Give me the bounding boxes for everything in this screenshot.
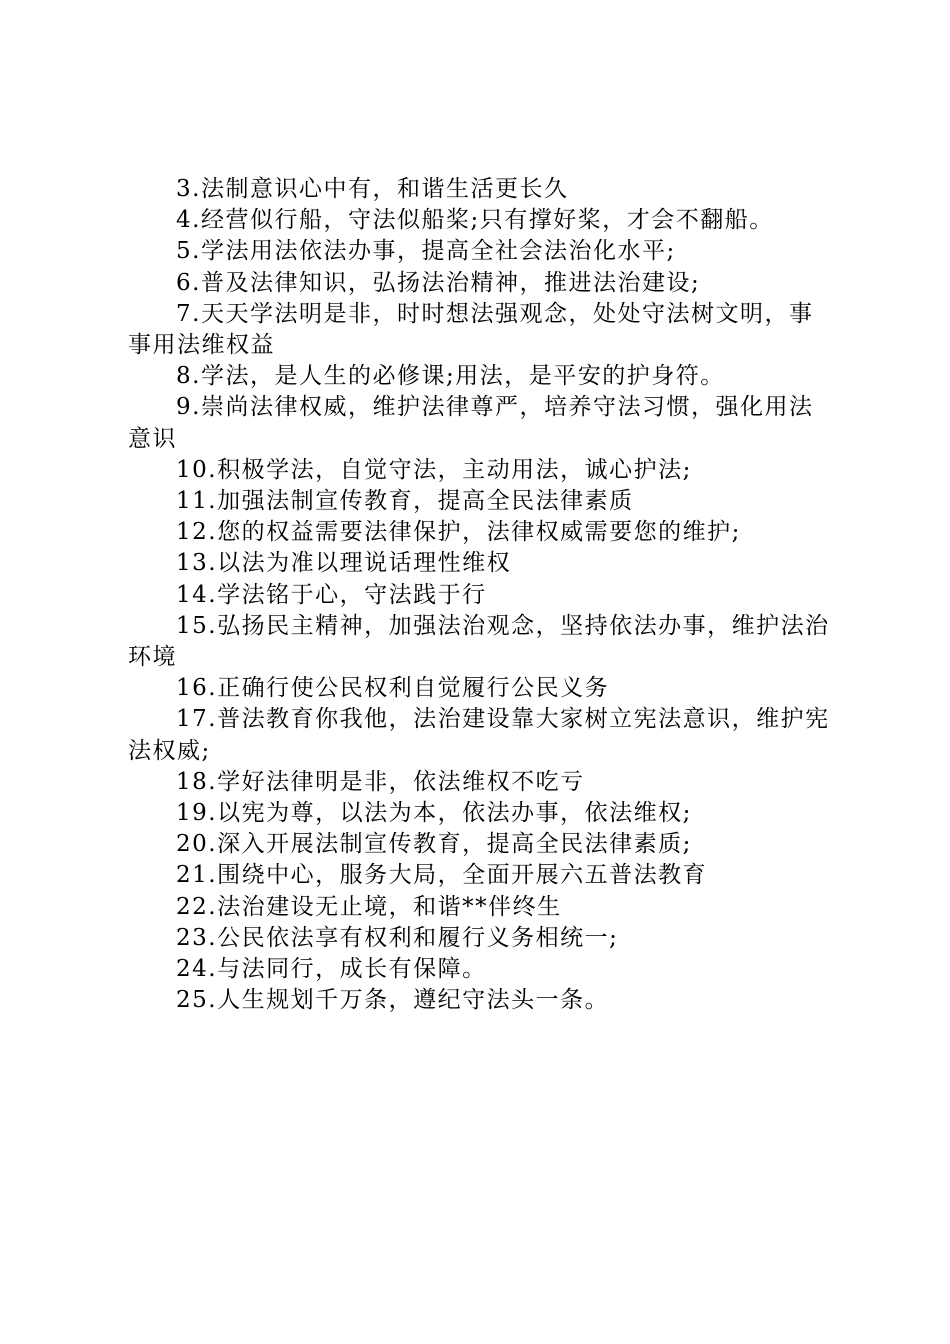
slogan-item: 20.深入开展法制宣传教育，提高全民法律素质; — [176, 831, 692, 858]
slogan-item: 13.以法为准以理说话理性维权 — [176, 550, 512, 577]
slogan-item: 21.围绕中心，服务大局，全面开展六五普法教育 — [176, 862, 708, 889]
document-body — [128, 174, 836, 1016]
slogan-item: 23.公民依法享有权利和履行义务相统一; — [176, 924, 619, 951]
slogan-item: 24.与法同行，成长有保障。 — [176, 956, 487, 983]
slogan-item: 6.普及法律知识，弘扬法治精神，推进法治建设; — [176, 269, 701, 296]
slogan-item: 25.人生规划千万条，遵纪守法头一条。 — [176, 987, 610, 1014]
slogan-item: 15.弘扬民主精神，加强法治观念，坚持依法办事，维护法治环境 — [128, 612, 830, 671]
slogan-item: 17.普法教育你我他，法治建设靠大家树立宪法意识，维护宪法权威; — [128, 706, 830, 764]
slogan-item: 22.法治建设无止境，和谐**伴终生 — [176, 893, 562, 920]
slogan-item: 11.加强法制宣传教育，提高全民法律素质 — [176, 488, 634, 515]
slogan-item: 4.经营似行船，守法似船桨;只有撑好桨，才会不翻船。 — [176, 207, 774, 234]
slogan-item: 14.学法铭于心，守法践于行 — [176, 581, 487, 608]
slogan-item: 16.正确行使公民权利自觉履行公民义务 — [176, 675, 610, 702]
slogan-item: 5.学法用法依法办事，提高全社会法治化水平; — [176, 238, 676, 265]
slogan-item: 7.天天学法明是非，时时想法强观念，处处守法树文明，事事用法维权益 — [128, 300, 814, 359]
slogan-item: 18.学好法律明是非，依法维权不吃亏 — [176, 768, 585, 795]
slogan-item: 8.学法，是人生的必修课;用法，是平安的护身符。 — [176, 363, 725, 390]
slogan-item: 12.您的权益需要法律保护，法律权威需要您的维护; — [176, 519, 741, 546]
slogan-item: 19.以宪为尊，以法为本，依法办事，依法维权; — [176, 800, 692, 827]
slogan-item: 3.法制意识心中有，和谐生活更长久 — [176, 176, 569, 202]
slogan-item: 10.积极学法，自觉守法，主动用法，诚心护法; — [176, 456, 692, 483]
slogan-item: 9.崇尚法律权威，维护法律尊严，培养守法习惯，强化用法意识 — [128, 394, 814, 452]
